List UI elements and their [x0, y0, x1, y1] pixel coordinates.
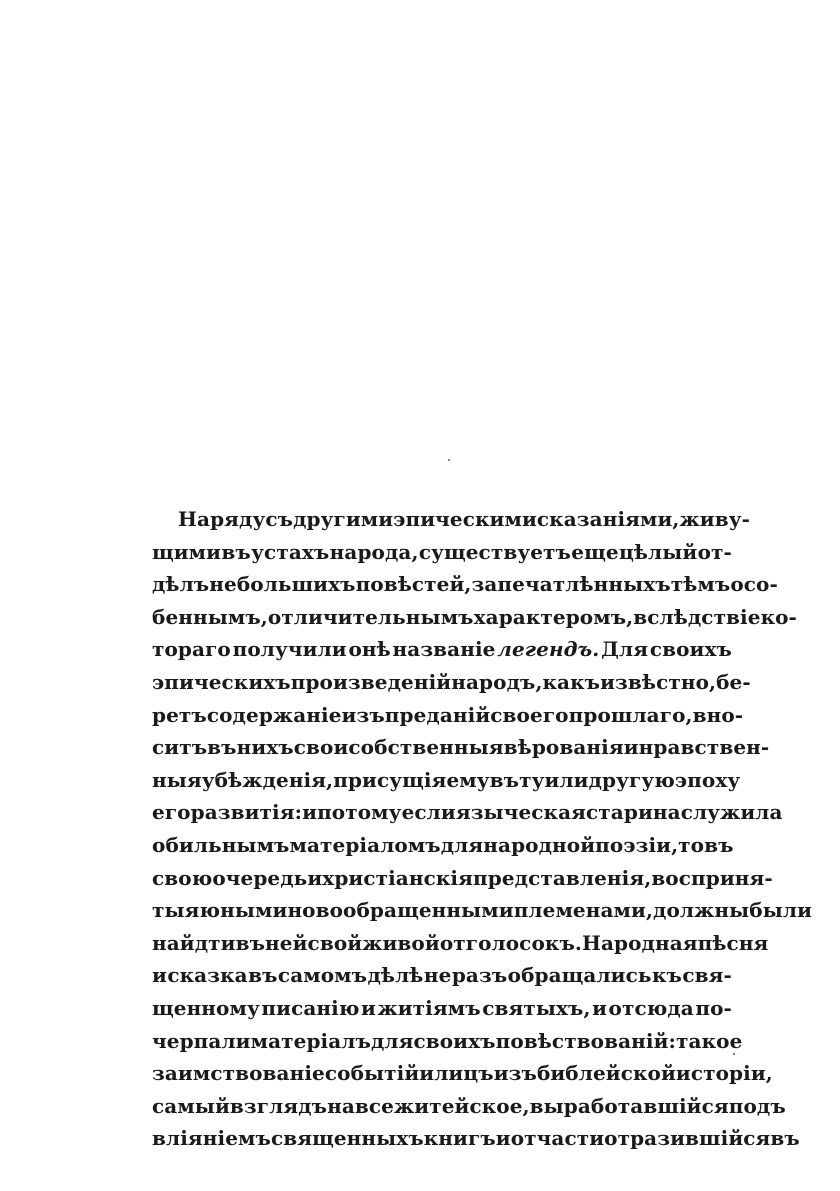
text-line	[152, 536, 732, 569]
word: и	[302, 800, 318, 825]
word: свою	[152, 865, 213, 890]
word: заимствованіе	[152, 1061, 325, 1086]
text-line	[152, 1090, 786, 1123]
word: дѣлъ	[152, 572, 210, 597]
text-line	[152, 1025, 743, 1058]
word: съ	[265, 507, 294, 531]
word: представленія,	[473, 865, 652, 890]
word: самый	[152, 1093, 230, 1118]
word: книгъ	[423, 1126, 496, 1151]
text-line	[152, 1122, 800, 1155]
word: матеріаломъ	[289, 832, 441, 857]
word: разъ	[451, 963, 508, 988]
word: эпоху	[674, 767, 741, 792]
word: новообращенными	[287, 898, 514, 923]
word: живой	[362, 930, 440, 955]
word: сказаніями,	[536, 507, 680, 531]
word: юными	[199, 898, 288, 923]
text-line	[152, 894, 813, 927]
word: ситъ	[152, 735, 208, 760]
word: отразившійся	[604, 1126, 771, 1151]
word: сказка	[167, 963, 248, 988]
word: взглядъ	[229, 1093, 328, 1118]
word: характеромъ,	[473, 604, 634, 629]
word: къ	[651, 963, 682, 988]
word: отличительнымъ	[267, 604, 474, 629]
word: въ	[235, 930, 266, 955]
word: для	[440, 832, 484, 857]
word: дѣлѣ	[367, 963, 424, 988]
word: убѣжденія,	[201, 767, 334, 792]
word: матеріалъ	[250, 1028, 371, 1053]
word: отголосокъ.	[439, 930, 582, 955]
word: своего	[490, 702, 569, 727]
word: живу-	[679, 507, 751, 531]
word: и	[307, 865, 323, 890]
word: такое	[676, 1028, 743, 1053]
word: изъ	[493, 1061, 537, 1086]
word: если	[401, 800, 456, 825]
word: содержаніе	[206, 702, 342, 727]
word: какъ	[542, 669, 601, 694]
word: ныя	[152, 767, 202, 792]
word: вліяніемъ	[152, 1126, 271, 1151]
word: другую	[588, 767, 675, 792]
word: извѣстно,	[600, 669, 717, 694]
word: въ	[221, 539, 251, 564]
word: были	[749, 898, 813, 923]
word: небольшихъ	[209, 572, 356, 597]
word: отчасти	[510, 1126, 605, 1151]
print-speck	[448, 459, 450, 461]
word: другими	[293, 507, 394, 531]
word: служила	[680, 800, 783, 825]
word: собственныя	[348, 735, 504, 760]
word: Для	[601, 637, 649, 662]
word: самомъ	[277, 963, 368, 988]
word: щими	[152, 539, 222, 564]
word: отсюда	[608, 995, 694, 1020]
word: пѣсня	[697, 930, 769, 955]
word: христіанскія	[322, 865, 473, 890]
text-line	[152, 959, 732, 992]
word: должны	[653, 898, 750, 923]
word: осо-	[730, 572, 778, 597]
word: обильнымъ	[152, 832, 290, 857]
word: На	[178, 507, 211, 531]
word: названіе	[392, 637, 496, 662]
word: устахъ	[251, 539, 330, 564]
word: еще	[571, 539, 619, 564]
word: цѣлый	[618, 539, 698, 564]
word: своихъ	[413, 1028, 496, 1053]
word: все	[354, 1093, 394, 1118]
word: и	[360, 995, 376, 1020]
word: развитія:	[190, 800, 303, 825]
word: лицъ	[434, 1061, 494, 1086]
word: племенами,	[513, 898, 654, 923]
word: прошлаго,	[568, 702, 693, 727]
word: и	[623, 735, 639, 760]
word: повѣствованій:	[495, 1028, 677, 1053]
word: выработавшійся	[529, 1093, 729, 1118]
word: священныхъ	[270, 1126, 424, 1151]
word: не	[423, 963, 452, 988]
word: по-	[695, 995, 732, 1020]
word: получили	[232, 637, 347, 662]
text-line	[152, 503, 751, 536]
word: эпическими	[393, 507, 537, 531]
word: событій	[324, 1061, 420, 1086]
word: онѣ	[348, 637, 391, 662]
word: беннымъ,	[152, 604, 268, 629]
text-line	[152, 568, 778, 601]
word: найдти	[152, 930, 236, 955]
word: существуетъ	[418, 539, 571, 564]
word: старина	[586, 800, 681, 825]
word: житейское,	[394, 1093, 530, 1118]
word: въ	[770, 1126, 800, 1151]
word: вслѣдствіе	[633, 604, 761, 629]
text-line	[152, 796, 783, 829]
word: нравствен-	[638, 735, 770, 760]
word: легендъ.	[497, 637, 600, 662]
word: писанію	[261, 995, 360, 1020]
word: свой	[307, 930, 363, 955]
word: и	[592, 995, 607, 1020]
word: въ	[489, 767, 520, 792]
paragraph	[152, 503, 813, 1155]
text-line	[152, 764, 741, 797]
text-line	[152, 1057, 773, 1090]
word: бе-	[716, 669, 751, 694]
text-line	[152, 927, 769, 960]
text-line	[152, 992, 732, 1025]
word: повѣстей,	[355, 572, 472, 597]
word: тораго	[152, 637, 231, 662]
word: свои	[293, 735, 349, 760]
word: ему	[446, 767, 490, 792]
word: на	[327, 1093, 355, 1118]
word: преданій	[384, 702, 491, 727]
word: вно-	[692, 702, 744, 727]
word: исторіи,	[675, 1061, 773, 1086]
word: святыхъ,	[482, 995, 591, 1020]
word: восприня-	[651, 865, 773, 890]
word: ко-	[760, 604, 797, 629]
word: изъ	[341, 702, 385, 727]
word: народа,	[329, 539, 419, 564]
word: въ	[248, 963, 278, 988]
word: произведеній	[290, 669, 452, 694]
word: и	[152, 963, 167, 988]
word: библейской	[536, 1061, 676, 1086]
word: свя-	[682, 963, 732, 988]
text-line	[152, 731, 770, 764]
text-line	[152, 633, 732, 666]
word: ретъ	[152, 702, 207, 727]
word: ту	[519, 767, 545, 792]
word: поэзіи,	[595, 832, 679, 857]
word: тыя	[152, 898, 200, 923]
word: вѣрованія	[503, 735, 624, 760]
word: Народная	[581, 930, 698, 955]
word: ряду	[210, 507, 266, 531]
word: эпическихъ	[152, 669, 291, 694]
text-line	[152, 666, 751, 699]
word: то	[678, 832, 705, 857]
text-line	[152, 699, 744, 732]
word: тѣмъ	[670, 572, 731, 597]
word: языческая	[455, 800, 587, 825]
word: потому	[317, 800, 402, 825]
word: и	[419, 1061, 435, 1086]
word: черпали	[152, 1028, 251, 1053]
word: нихъ	[236, 735, 294, 760]
word: его	[152, 800, 191, 825]
word: народной	[483, 832, 596, 857]
word: житіямъ	[377, 995, 481, 1020]
word: для	[370, 1028, 414, 1053]
word: своихъ	[649, 637, 732, 662]
word: народъ,	[451, 669, 543, 694]
word: запечатлѣнныхъ	[471, 572, 671, 597]
text-line	[152, 829, 732, 862]
text-line	[152, 862, 773, 895]
word: или	[544, 767, 589, 792]
word: въ	[704, 832, 734, 857]
word: очередь	[212, 865, 308, 890]
word: обращались	[507, 963, 652, 988]
word: подъ	[728, 1093, 786, 1118]
text-line	[152, 601, 797, 634]
word: щенному	[152, 995, 260, 1020]
word: от-	[697, 539, 732, 564]
word: и	[495, 1126, 511, 1151]
word: въ	[207, 735, 237, 760]
word: присущія	[333, 767, 447, 792]
word: ней	[265, 930, 308, 955]
